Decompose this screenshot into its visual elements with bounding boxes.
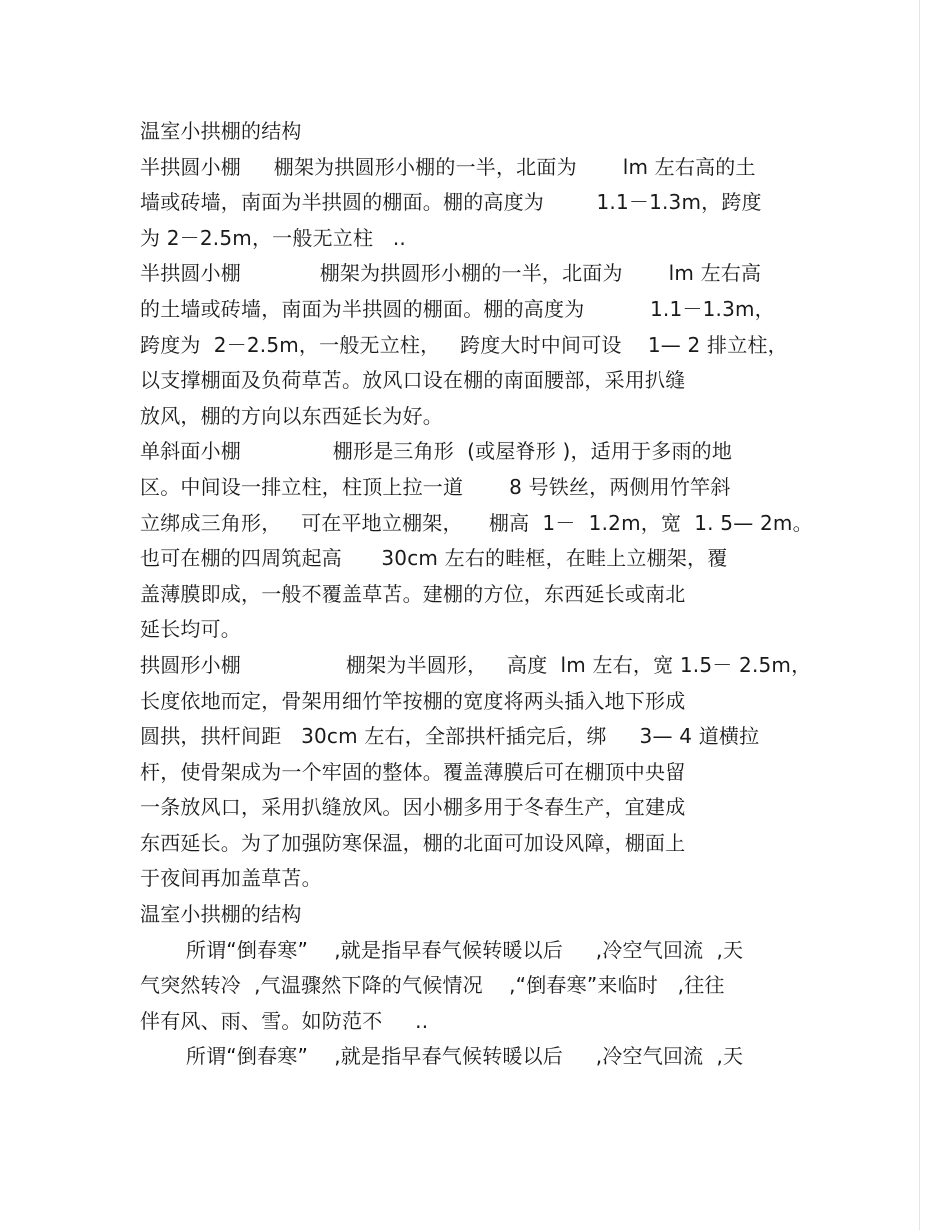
text-line: 所谓“倒春寒” ,就是指早春气候转暖以后 ,冷空气回流 ,天 [140,937,744,962]
text-line: 拱圆形小棚 棚架为半圆形， 高度 lm 左右，宽 1.5－ 2.5m， [140,652,812,677]
text-line: 盖薄膜即成，一般不覆盖草苫。建棚的方位，东西延长或南北 [140,581,686,606]
text-line: 所谓“倒春寒” ,就是指早春气候转暖以后 ,冷空气回流 ,天 [140,1044,744,1069]
text-line: 气突然转冷 ,气温骤然下降的气候情况 ,“倒春寒”来临时 ,往往 [140,973,725,998]
text-line: 东西延长。为了加强防寒保温，棚的北面可加设风障，棚面上 [140,830,686,855]
text-line: 一条放风口，采用扒缝放风。因小棚多用于冬春生产，宜建成 [140,795,686,820]
text-line: 的土墙或砖墙，南面为半拱圆的棚面。棚的高度为 1.1－1.3m， [140,296,775,321]
text-line: 杆，使骨架成为一个牢固的整体。覆盖薄膜后可在棚顶中央留 [140,759,686,784]
text-line: 圆拱，拱杆间距 30cm 左右，全部拱杆插完后，绑 3— 4 道横拉 [140,724,760,749]
heading-line: 温室小拱棚的结构 [140,902,302,927]
page-edge-divider [919,0,920,1230]
text-line: 伴有风、雨、雪。如防范不 .. [140,1008,429,1033]
text-line: 立绑成三角形， 可在平地立棚架， 棚高 1－ 1.2m，宽 1. 5— 2m。 [140,510,813,535]
text-line: 跨度为 2－2.5m，一般无立柱， 跨度大时中间可设 1— 2 排立柱， [140,332,788,357]
text-line: 为 2－2.5m，一般无立柱 .. [140,225,406,250]
text-line: 半拱圆小棚 棚架为拱圆形小棚的一半，北面为 lm 左右高 [140,261,762,286]
text-line: 也可在棚的四周筑起高 30cm 左右的畦框，在畦上立棚架，覆 [140,546,728,571]
heading-line: 温室小拱棚的结构 [140,119,302,143]
text-line: 半拱圆小棚 棚架为拱圆形小棚的一半，北面为 lm 左右高的土 [140,154,756,179]
text-line: 延长均可。 [140,617,241,642]
text-line: 于夜间再加盖草苫。 [140,866,322,891]
text-line: 单斜面小棚 棚形是三角形 (或屋脊形 )，适用于多雨的地 [140,439,733,464]
text-line: 放风，棚的方向以东西延长为好。 [140,403,443,428]
text-line: 区。中间设一排立柱，柱顶上拉一道 8 号铁丝，两侧用竹竿斜 [140,474,731,499]
text-line: 墙或砖墙，南面为半拱圆的棚面。棚的高度为 1.1－1.3m，跨度 [140,190,762,215]
text-line: 以支撑棚面及负荷草苫。放风口设在棚的南面腰部，采用扒缝 [140,368,686,393]
document-body [140,114,830,1075]
text-line: 长度依地而定，骨架用细竹竿按棚的宽度将两头插入地下形成 [140,688,686,713]
